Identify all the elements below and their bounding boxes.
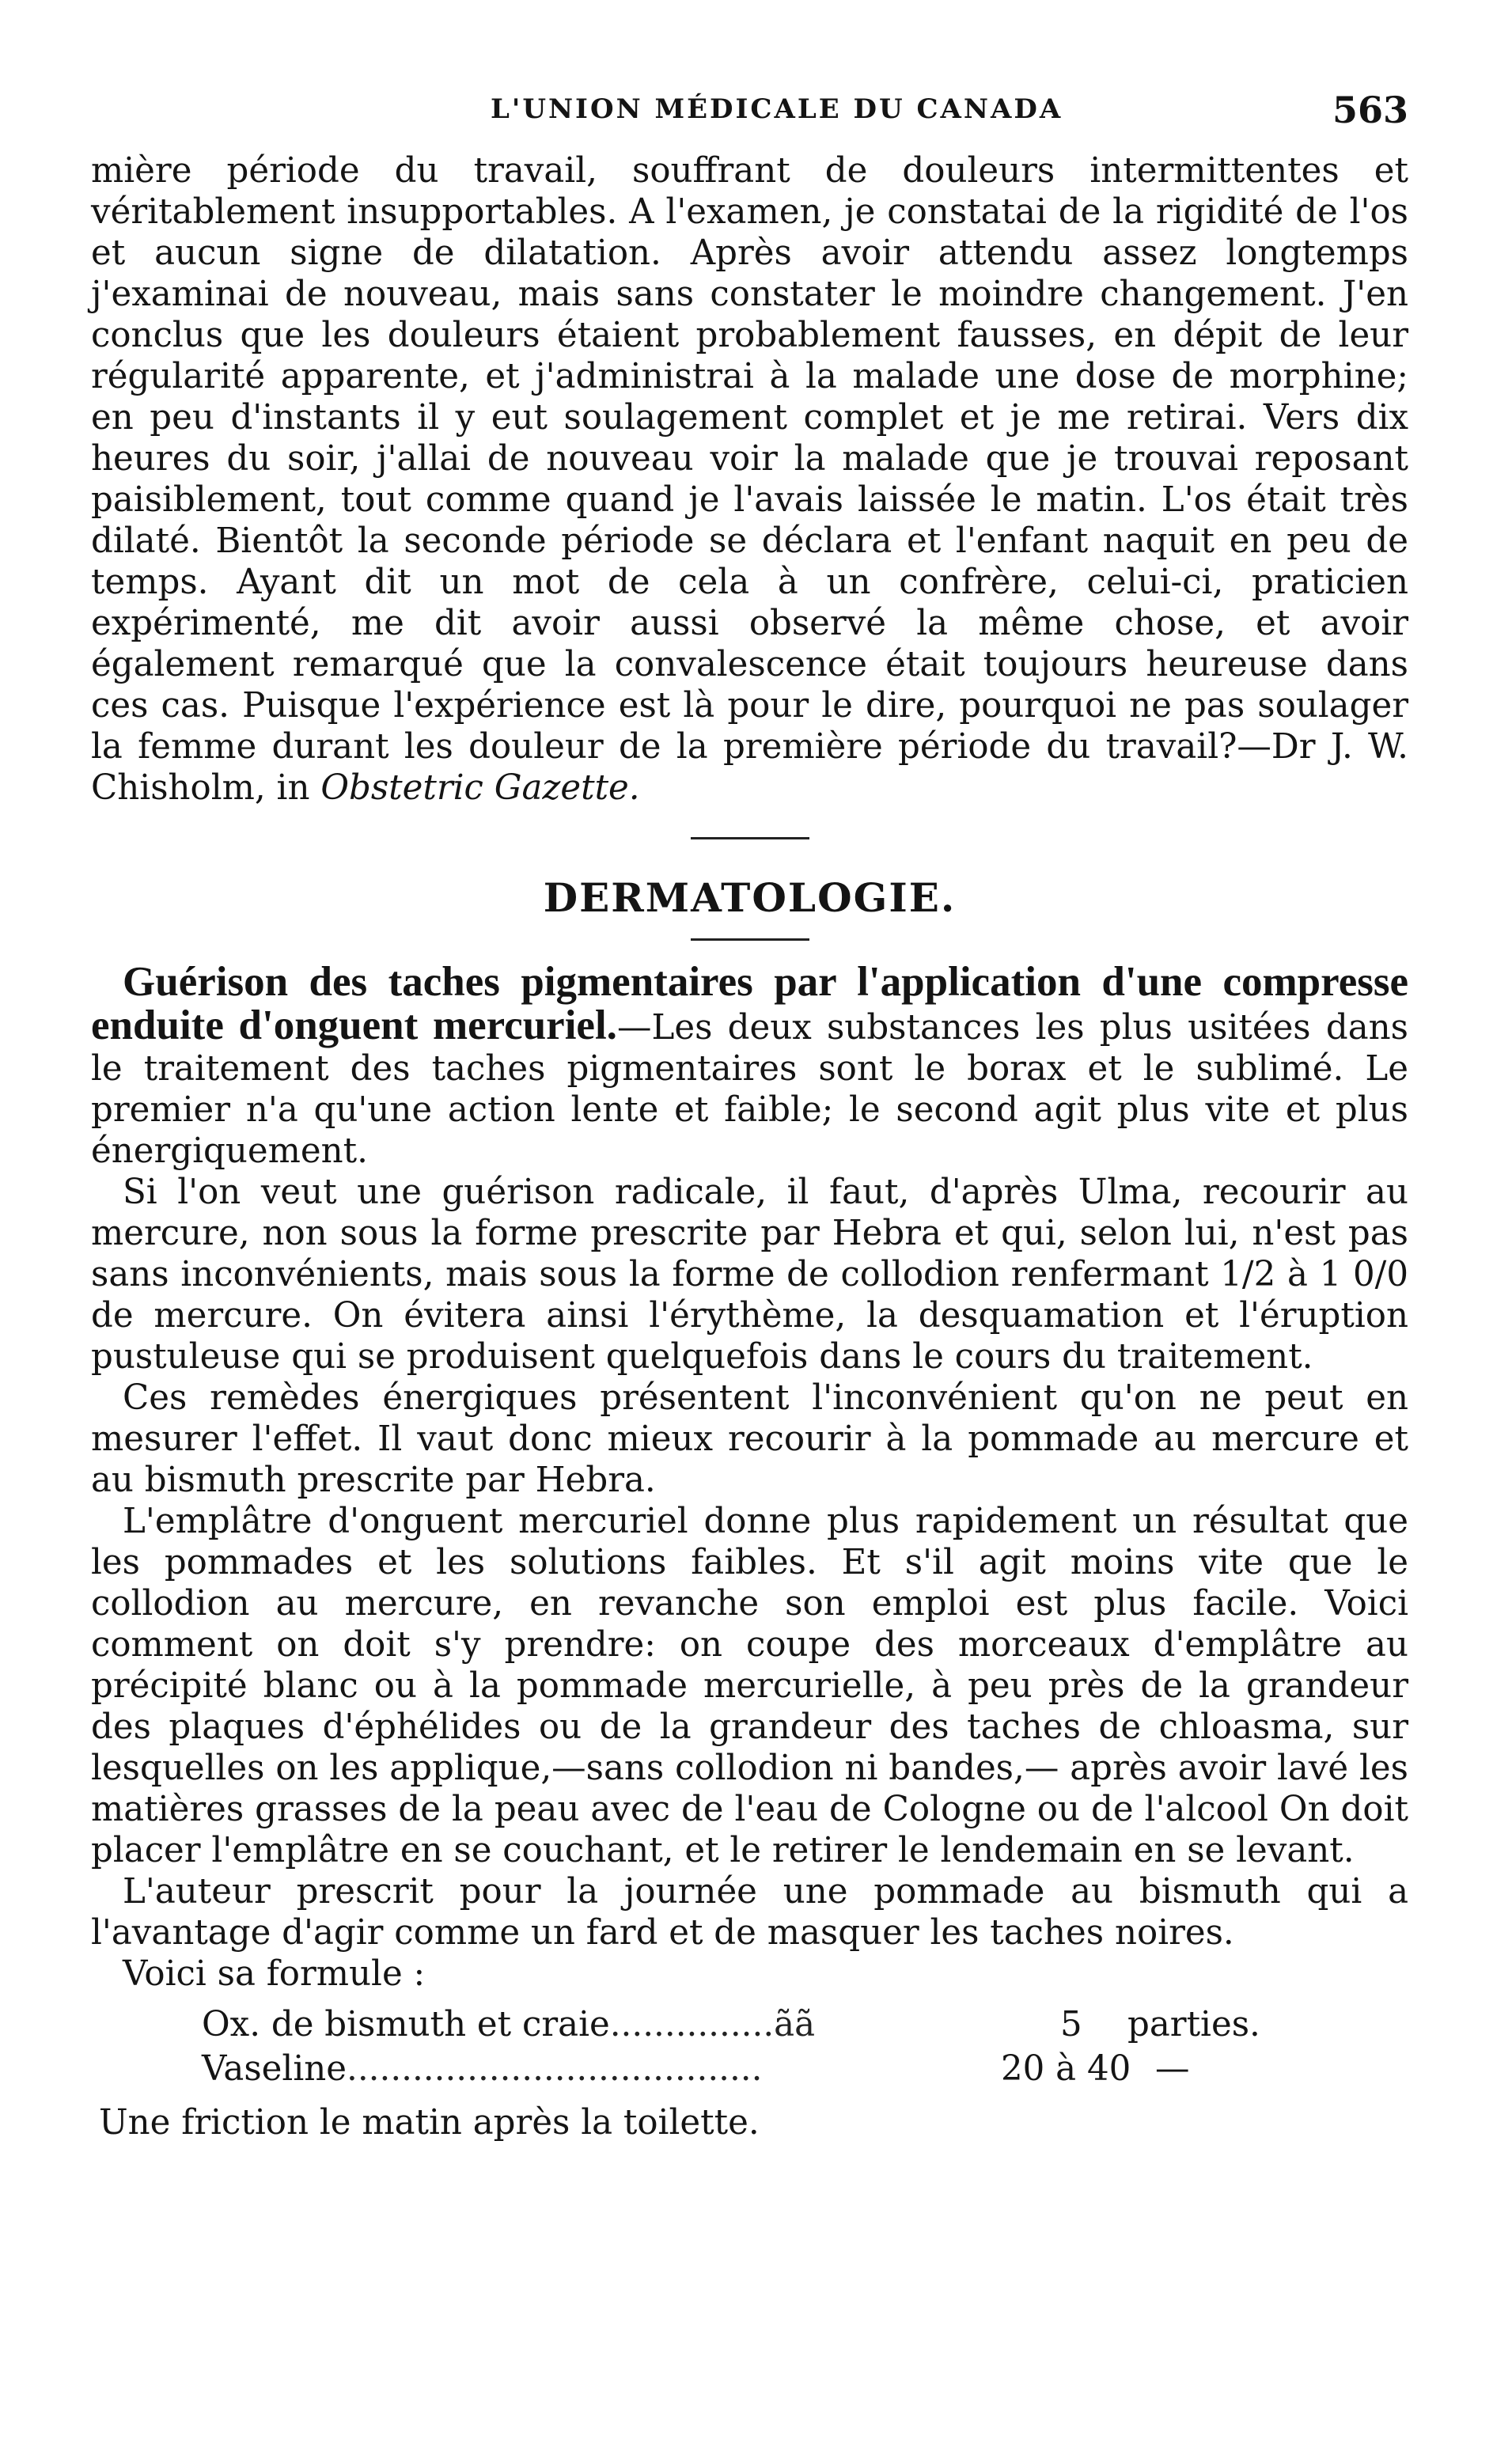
prescription-formula — [91, 2004, 1408, 2093]
page-number: 563 — [1332, 89, 1408, 131]
formula-ingredient: Vaseline...................................... — [202, 2049, 763, 2089]
paragraph-text: mière période du travail, souffrant de douleurs intermittentes et véritablement insupportables. A l'examen, je constatai de la rigidité de l'os et aucun signe de dilatation. Après avoir attendu assez longtemps j'examinai de nouveau, mais sans constater le moindre changement. J'en conclus que les douleurs étaient probablement fausses, en dépit de leur régularité apparente, et j'administrai à la malade une dose de morphine; en peu d'instants il y eut soulagement complet et je me retirai. Vers dix heures du soir, j'allai de nouveau voir la malade que je trouvai reposant paisiblement, tout comme quand je l'avais laissée le matin. L'os était très dilaté. Bientôt la seconde période se déclara et l'enfant naquit en peu de temps. Ayant dit un mot de cela à un confrère, celui-ci, praticien expérimenté, me dit avoir aussi observé la même chose, et avoir également remarqué que la convalescence était toujours heureuse dans ces cas. Puisque l'expérience est là pour le dire, pourquoi ne pas soulager la femme durant les douleur de la première période du travail?—Dr J. W. Chisholm, in — [91, 151, 1408, 808]
separator-rule — [691, 837, 809, 839]
formula-unit: — — [1155, 2049, 1190, 2089]
journal-citation: Obstetric Gazette. — [320, 768, 640, 808]
closing-line: Une friction le matin après la toilette. — [99, 2103, 760, 2143]
formula-quantity: 5 — [1060, 2005, 1082, 2044]
body-paragraph: L'emplâtre d'onguent mercuriel donne plus rapidement un résultat que les pommades et les solutions faibles. Et s'il agit moins vite que le collodion au mercure, en revanche son emploi est plus facile. Voici comment on doit s'y prendre: on coupe des morceaux d'emplâtre au précipité blanc ou à la pommade mercurielle, à peu près de la grandeur des plaques d'éphélides ou de la grandeur des taches de chloasma, sur lesquelles on les applique,—sans collodion ni bandes,— après avoir lavé les matières grasses de la peau avec de l'eau de Cologne ou de l'alcool On doit placer l'emplâtre en se couchant, et le retirer le lendemain en se levant. — [91, 1502, 1408, 1870]
formula-ingredient: Ox. de bismuth et craie...............ãã — [202, 2005, 816, 2044]
body-paragraph: Ces remèdes énergiques présentent l'inconvénient qu'on ne peut en mesurer l'effet. Il vaut donc mieux recourir à la pommade au mercure et au bismuth prescrite par Hebra. — [91, 1378, 1408, 1500]
journal-running-title: L'UNION MÉDICALE DU CANADA — [491, 93, 1063, 125]
body-paragraph: L'auteur prescrit pour la journée une pommade au bismuth qui a l'avantage d'agir comme un fard et de masquer les taches noires. — [91, 1872, 1408, 1953]
formula-quantity: 20 à 40 — [1001, 2049, 1131, 2089]
article-intro-paragraph — [91, 961, 1408, 1172]
body-paragraph: Si l'on veut une guérison radicale, il faut, d'après Ulma, recourir au mercure, non sous la forme prescrite par Hebra et qui, selon lui, n'est pas sans inconvénients, mais sous la forme de collodion renfermant 1/2 à 1 0/0 de mercure. On évitera ainsi l'érythème, la desquamation et l'éruption pustuleuse qui se produisent quelquefois dans le cours du traitement. — [91, 1173, 1408, 1377]
running-header — [95, 89, 1408, 141]
article-title: Guérison des taches pigmentaires par l'application d'une compresse enduite d'onguent mercuriel. — [91, 959, 1408, 1048]
formula-row — [91, 2004, 1408, 2048]
formula-unit: parties. — [1127, 2005, 1260, 2044]
separator-rule — [691, 938, 809, 941]
formula-row — [91, 2048, 1408, 2093]
body-text — [91, 150, 1408, 2178]
article-continuation-paragraph — [91, 150, 1408, 809]
section-heading: DERMATOLOGIE. — [543, 874, 957, 921]
formula-intro: Voici sa formule : — [123, 1954, 426, 1994]
intro-text: —Les deux substances les plus usitées dans le traitement des taches pigmentaires sont le borax et le sublimé. Le premier n'a qu'une action lente et faible; le second agit plus vite et plus énergiquement. — [91, 1008, 1408, 1171]
